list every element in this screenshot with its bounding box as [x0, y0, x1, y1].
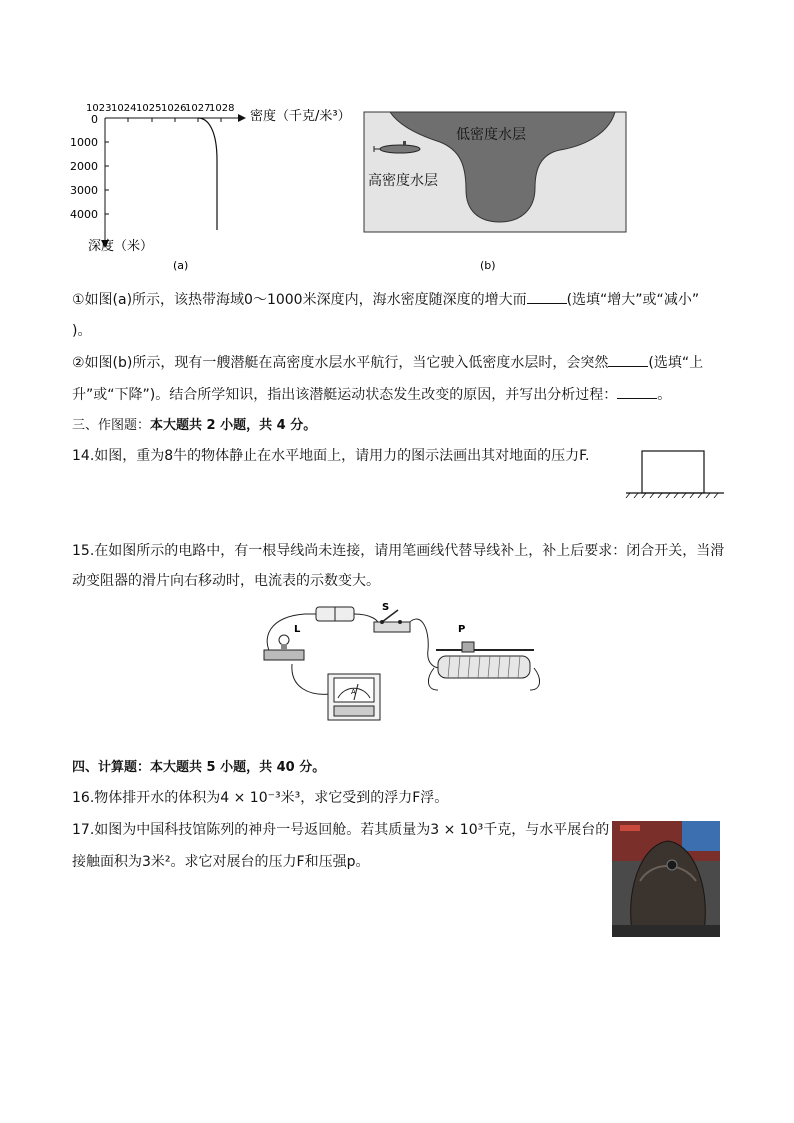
bulb [264, 635, 304, 660]
q13-item1-line2: )。 [72, 323, 92, 339]
q17-line1: 17.如图为中国科技馆陈列的神舟一号返回舱。若其质量为3 × 10³千克，与水平展台的 [72, 822, 610, 838]
figure-caption-a: (a) [173, 259, 189, 272]
return-capsule-photo [612, 821, 720, 937]
section-4-prefix: 四、计算题： [72, 760, 151, 775]
y-tick-label: 2000 [70, 160, 98, 173]
x-tick-label: 1026 [161, 103, 187, 114]
q13-item1-suffix: (选填“增大”或“减小” [566, 292, 700, 308]
ammeter [328, 674, 380, 720]
q16-text: 16.物体排开水的体积为4 × 10⁻³米³，求它受到的浮力F浮。 [72, 790, 449, 806]
high-density-label: 高密度水层 [368, 173, 438, 189]
answer-blank[interactable] [617, 384, 657, 399]
low-density-label: 低密度水层 [456, 127, 526, 143]
section-4-heading [72, 758, 325, 778]
block [642, 451, 704, 493]
y-tick-label: 4000 [70, 208, 98, 221]
q15-line2: 动变阻器的滑片向右移动时，电流表的示数变大。 [72, 573, 380, 589]
x-tick-label: 1025 [136, 103, 162, 114]
y-tick-label: 1000 [70, 136, 98, 149]
x-tick-label: 1028 [209, 103, 235, 114]
density-curve [198, 118, 217, 230]
switch [374, 610, 410, 632]
section-4-body: 本大题共 5 小题，共 40 分。 [150, 760, 326, 775]
wire [292, 664, 330, 694]
block-on-ground-figure [620, 448, 732, 500]
q13-item2 [72, 352, 703, 373]
switch-label: S [382, 602, 390, 613]
q17-line2: 接触面积为3米²。求它对展台的压力F和压强p。 [72, 854, 370, 870]
q13-item2-end: 。 [657, 387, 672, 403]
q13-item2-cont [72, 384, 671, 405]
section-3-body: 本大题共 2 小题，共 4 分。 [150, 418, 317, 433]
wire [406, 619, 440, 668]
section-3-heading [72, 416, 316, 436]
x-axis-label: 密度（千克/米³） [250, 109, 351, 124]
q13-item2-prefix: ②如图(b)所示，现有一艘潜艇在高密度水层水平航行，当它驶入低密度水层时，会突然 [72, 355, 609, 371]
battery [316, 607, 354, 621]
x-tick-label: 1023 [86, 103, 112, 114]
slider-label: P [458, 624, 466, 635]
circuit-figure [250, 598, 550, 728]
y-zero-label: 0 [91, 113, 98, 126]
x-axis-arrow [238, 114, 246, 122]
answer-blank[interactable] [608, 352, 648, 367]
x-tick-label: 1027 [185, 103, 211, 114]
section-3-prefix: 三、作图题： [72, 418, 151, 433]
q13-item1-cont [72, 321, 91, 341]
q14-text: 14.如图，重为8牛的物体静止在水平地面上，请用力的图示法画出其对地面的压力F. [72, 448, 590, 464]
ground-hatch [626, 493, 718, 498]
figure-caption-b: (b) [480, 259, 496, 272]
density-depth-graph [70, 98, 370, 276]
y-axis-label: 深度（米） [88, 239, 154, 254]
q13-item1 [72, 289, 699, 310]
ammeter-symbol: A [351, 688, 356, 696]
answer-blank[interactable] [527, 289, 567, 304]
q13-item2-line2: 升”或“下降”)。结合所学知识，指出该潜艇运动状态发生改变的原因，并写出分析过程： [72, 387, 618, 403]
y-tick-label: 3000 [70, 184, 98, 197]
rheostat [428, 642, 539, 690]
x-tick-label: 1024 [111, 103, 137, 114]
submarine-water-layer-diagram [360, 110, 630, 275]
q15-line1: 15.在如图所示的电路中，有一根导线尚未连接，请用笔画线代替导线补上，补上后要求：闭合开关，当滑 [72, 543, 725, 559]
bulb-label: L [294, 624, 301, 635]
q13-item1-prefix: ①如图(a)所示，该热带海域0～1000米深度内，海水密度随深度的增大而 [72, 292, 527, 308]
q13-item2-suffix: (选填“上 [648, 355, 704, 371]
